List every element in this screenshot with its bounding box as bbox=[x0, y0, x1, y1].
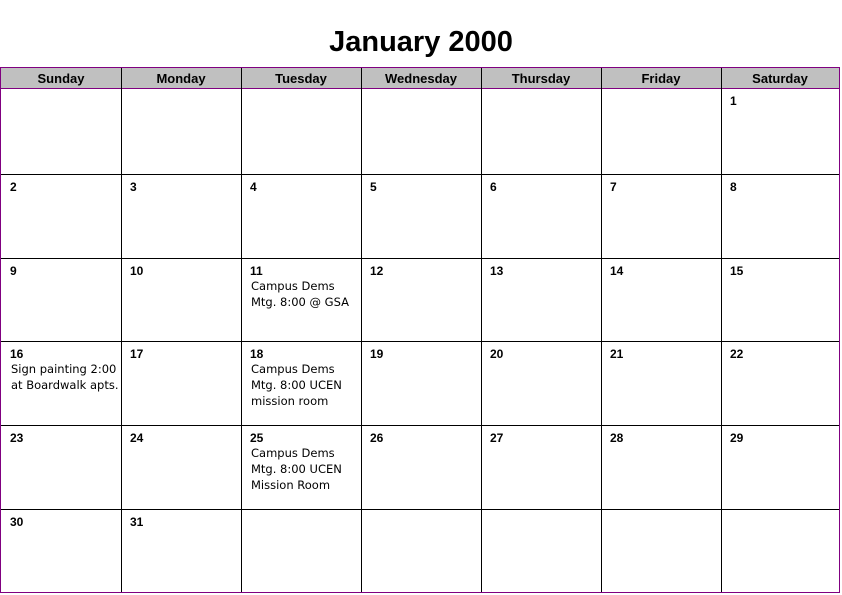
day-cell bbox=[241, 89, 361, 175]
day-cell bbox=[601, 89, 721, 175]
day-cell[interactable] bbox=[721, 259, 839, 342]
day-cell[interactable] bbox=[121, 259, 241, 342]
day-cell[interactable] bbox=[241, 175, 361, 259]
day-cell[interactable] bbox=[481, 175, 601, 259]
day-cell[interactable] bbox=[1, 259, 121, 342]
day-number: 13 bbox=[490, 264, 504, 278]
day-number: 17 bbox=[130, 347, 144, 361]
day-cell[interactable] bbox=[601, 342, 721, 426]
day-number: 25 bbox=[250, 431, 264, 445]
day-number: 8 bbox=[730, 180, 737, 194]
header-divider bbox=[481, 68, 482, 89]
month-calendar bbox=[0, 67, 840, 593]
day-number: 31 bbox=[130, 515, 144, 529]
weekday-saturday: Saturday bbox=[752, 71, 808, 86]
day-number: 28 bbox=[610, 431, 624, 445]
day-number: 26 bbox=[370, 431, 384, 445]
day-cell bbox=[721, 510, 839, 592]
calendar-title: January 2000 bbox=[329, 26, 513, 58]
day-cell[interactable] bbox=[361, 259, 481, 342]
event-text: Campus Dems Mtg. 8:00 @ GSA bbox=[251, 279, 349, 309]
day-number: 11 bbox=[250, 264, 263, 278]
day-number: 21 bbox=[610, 347, 624, 361]
day-number: 12 bbox=[370, 264, 384, 278]
day-number: 19 bbox=[370, 347, 384, 361]
header-divider bbox=[361, 68, 362, 89]
day-cell bbox=[481, 510, 601, 592]
day-cell bbox=[601, 510, 721, 592]
header-divider bbox=[601, 68, 602, 89]
day-number: 29 bbox=[730, 431, 744, 445]
day-cell[interactable] bbox=[601, 426, 721, 510]
day-cell[interactable] bbox=[721, 426, 839, 510]
weekday-sunday: Sunday bbox=[37, 71, 85, 86]
day-cell bbox=[121, 89, 241, 175]
day-cell[interactable] bbox=[241, 426, 361, 510]
day-cell[interactable] bbox=[481, 259, 601, 342]
day-cell[interactable] bbox=[361, 342, 481, 426]
day-number: 2 bbox=[10, 180, 17, 194]
weekday-thursday: Thursday bbox=[511, 71, 571, 86]
day-cell[interactable] bbox=[361, 175, 481, 259]
day-number: 18 bbox=[250, 347, 264, 361]
day-number: 5 bbox=[370, 180, 377, 194]
day-cell bbox=[361, 510, 481, 592]
weekday-tuesday: Tuesday bbox=[275, 71, 327, 86]
header-divider bbox=[121, 68, 122, 89]
day-cell bbox=[241, 510, 361, 592]
day-cell[interactable] bbox=[1, 510, 121, 592]
day-cell[interactable] bbox=[601, 175, 721, 259]
day-number: 20 bbox=[490, 347, 504, 361]
day-cell[interactable] bbox=[601, 259, 721, 342]
weekday-friday: Friday bbox=[641, 71, 681, 86]
day-cell[interactable] bbox=[121, 510, 241, 592]
event-text: Campus Dems Mtg. 8:00 UCEN Mission Room bbox=[251, 446, 342, 492]
day-cell bbox=[1, 89, 121, 175]
header-divider bbox=[721, 68, 722, 89]
event-text: Sign painting 2:00 at Boardwalk apts. bbox=[11, 362, 119, 392]
day-number: 6 bbox=[490, 180, 497, 194]
day-number: 24 bbox=[130, 431, 144, 445]
day-number: 15 bbox=[730, 264, 744, 278]
day-cell[interactable] bbox=[241, 342, 361, 426]
day-cell[interactable] bbox=[721, 342, 839, 426]
day-number: 4 bbox=[250, 180, 257, 194]
day-cell[interactable] bbox=[721, 89, 839, 175]
day-number: 14 bbox=[610, 264, 624, 278]
day-cell[interactable] bbox=[121, 175, 241, 259]
day-number: 27 bbox=[490, 431, 504, 445]
day-cell[interactable] bbox=[361, 426, 481, 510]
day-cell[interactable] bbox=[481, 342, 601, 426]
day-number: 7 bbox=[610, 180, 617, 194]
day-number: 16 bbox=[10, 347, 24, 361]
day-cell[interactable] bbox=[1, 426, 121, 510]
weekday-monday: Monday bbox=[156, 71, 206, 86]
day-number: 9 bbox=[10, 264, 17, 278]
day-number: 10 bbox=[130, 264, 144, 278]
weekday-wednesday: Wednesday bbox=[384, 71, 457, 86]
day-number: 23 bbox=[10, 431, 24, 445]
day-cell[interactable] bbox=[121, 342, 241, 426]
day-cell[interactable] bbox=[121, 426, 241, 510]
day-cell[interactable] bbox=[1, 175, 121, 259]
day-cell[interactable] bbox=[721, 175, 839, 259]
day-cell bbox=[361, 89, 481, 175]
day-cell[interactable] bbox=[481, 426, 601, 510]
day-cell[interactable] bbox=[241, 259, 361, 342]
header-divider bbox=[241, 68, 242, 89]
day-cell bbox=[481, 89, 601, 175]
weekday-header-row bbox=[1, 68, 839, 89]
day-cell[interactable] bbox=[1, 342, 121, 426]
day-number: 1 bbox=[730, 94, 737, 108]
day-number: 22 bbox=[730, 347, 744, 361]
event-text: Campus Dems Mtg. 8:00 UCEN mission room bbox=[251, 362, 342, 408]
day-number: 3 bbox=[130, 180, 137, 194]
day-number: 30 bbox=[10, 515, 24, 529]
